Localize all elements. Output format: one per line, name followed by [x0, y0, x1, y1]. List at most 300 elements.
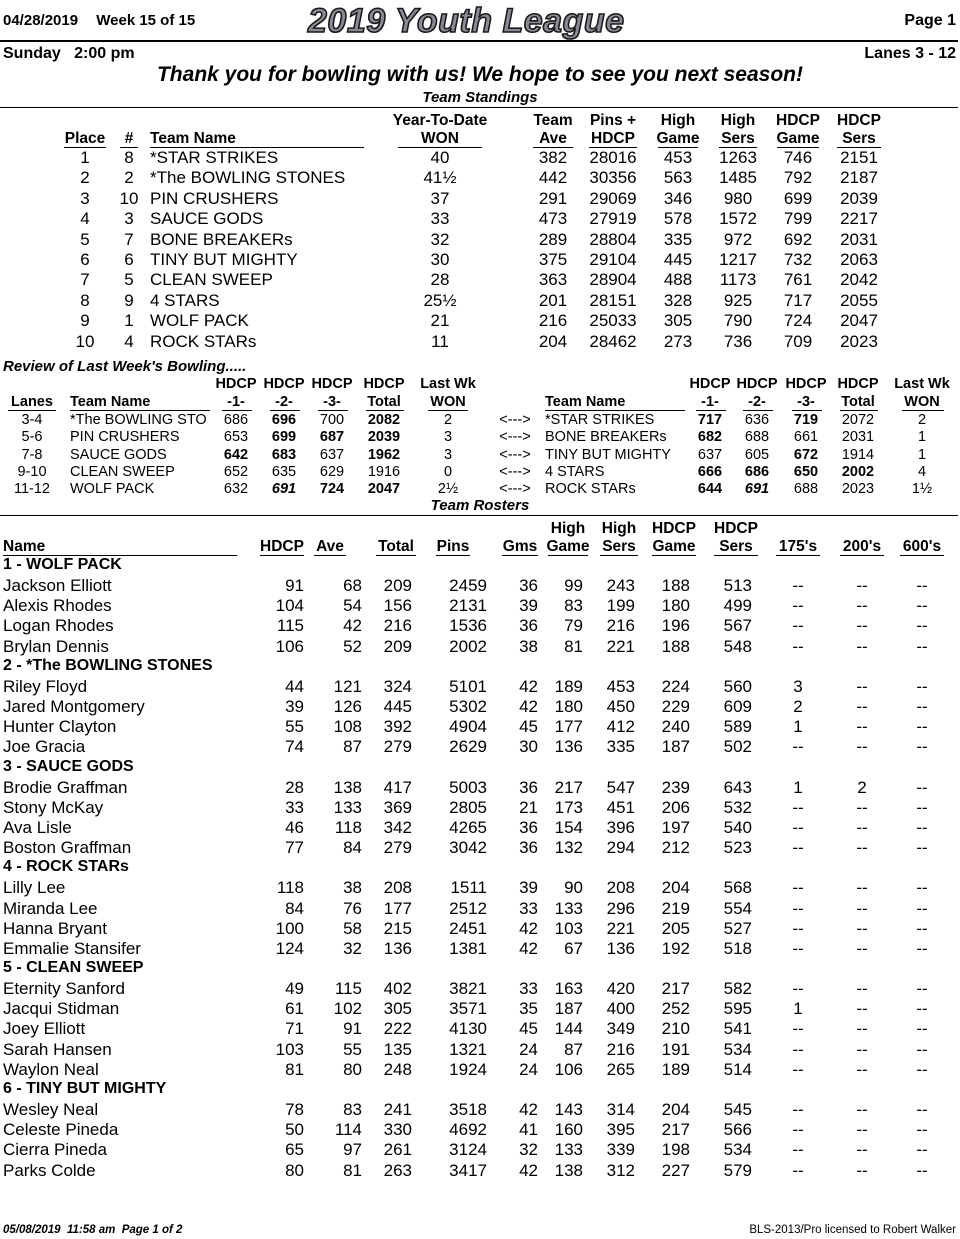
player-hdcp-game: 217 — [661, 979, 690, 999]
player-games: 33 — [519, 979, 538, 999]
standing-hdcp-sers: 2047 — [840, 311, 878, 331]
col-pins-top: Pins + — [589, 112, 637, 129]
standing-hdcp-game: 717 — [783, 290, 813, 310]
player-175s: -- — [792, 1160, 804, 1180]
standing-team-ave: 201 — [538, 290, 568, 310]
standing-hdcp-game: 792 — [783, 168, 813, 188]
standing-high-sers: 1217 — [719, 250, 757, 269]
player-200s: -- — [856, 1100, 868, 1120]
player-600s: -- — [916, 999, 928, 1019]
player-200s: -- — [856, 596, 868, 616]
player-175s: -- — [792, 979, 804, 999]
player-hdcp: 77 — [285, 838, 304, 858]
review-team-a-won: 2 — [443, 412, 453, 428]
col-number: # — [124, 130, 134, 147]
player-hdcp-game: 217 — [661, 1120, 690, 1140]
player-600s: -- — [916, 1120, 928, 1140]
player-hdcp-sers: 548 — [723, 636, 752, 656]
player-600s: -- — [916, 918, 928, 938]
roster-player-row — [0, 1040, 960, 1060]
player-total: 209 — [383, 636, 412, 656]
player-200s: -- — [856, 697, 868, 717]
standing-high-game: 346 — [663, 188, 693, 208]
player-games: 36 — [519, 817, 538, 837]
player-high-sers: 451 — [606, 797, 635, 817]
player-games: 36 — [519, 576, 538, 596]
player-ave: 58 — [343, 918, 362, 938]
player-pins: 1511 — [450, 878, 487, 898]
player-pins: 2459 — [449, 576, 487, 596]
player-hdcp-sers: 567 — [723, 616, 752, 636]
player-name: Joey Elliott — [3, 1019, 86, 1039]
review-team-a-game3: 700 — [319, 412, 345, 428]
review-team-a-game2: 635 — [271, 463, 297, 480]
col-ave-top: Team — [533, 112, 573, 129]
standing-hdcp-sers: 2055 — [840, 290, 878, 310]
player-total: 261 — [383, 1140, 412, 1160]
player-total: 177 — [383, 898, 412, 918]
col-hdcp-sers-top: HDCP — [837, 112, 881, 129]
review-team-a-game1: 686 — [223, 412, 249, 428]
roster-player-row — [0, 778, 960, 798]
player-hdcp-sers: 523 — [723, 838, 752, 858]
review-table: HDCP HDCP HDCP HDCP Last Wk HDCP HDCP HDCP HDCP Last Wk Lanes Team Name -1- -2- -3- Total WON Team Name -1- -2- -3- Total WON 3-4 *The BOWLING STO 686 696 700 2082 2 <---> *STAR STRIKES 717 636 719 2072 2 5-6 PIN CRUSHERS 653 699 687 2039 3 <---> BONE BREAKERs 682 688 661 2031 1 7-8 SAUCE GODS 642 683 637 1962 3 <---> TINY BUT MIGHTY 637 605 672 1914 1 9-10 CLEAN SWEEP 652 635 629 1916 0 <---> 4 STARS 666 686 650 2002 4 11-12 WOLF PACK 632 691 724 2047 2½ <---> ROCK STARs 644 691 688 2023 1½ — [0, 376, 960, 496]
player-name: Ava Lisle — [3, 817, 72, 837]
player-total: 216 — [383, 616, 412, 636]
thank-you-message: Thank you for bowling with us! We hope to see you next season! — [156, 63, 803, 86]
roster-team-heading: 5 - CLEAN SWEEP — [3, 959, 144, 976]
player-high-sers: 216 — [606, 616, 635, 636]
review-team-a-game3: 724 — [319, 481, 345, 498]
review-team-b-won: 1 — [917, 446, 927, 463]
player-175s: -- — [792, 938, 804, 958]
player-pins: 4130 — [449, 1019, 487, 1039]
review-team-b-game1: 637 — [697, 446, 723, 463]
roster-player-row — [0, 717, 960, 737]
player-games: 36 — [519, 777, 538, 797]
review-team-b-game2: 688 — [744, 429, 770, 446]
player-200s: -- — [856, 1160, 868, 1180]
player-high-game: 187 — [554, 999, 583, 1019]
player-175s: -- — [792, 1039, 804, 1059]
player-hdcp: 124 — [275, 938, 304, 958]
standing-team-number: 9 — [124, 290, 134, 310]
player-hdcp-sers: 534 — [723, 1140, 752, 1160]
standing-team-name: WOLF PACK — [150, 311, 249, 331]
standing-team-ave: 442 — [538, 168, 568, 188]
standings-row — [0, 148, 960, 168]
standing-team-name: TINY BUT MIGHTY — [150, 250, 298, 269]
standing-team-ave: 289 — [538, 229, 568, 249]
player-high-sers: 314 — [606, 1100, 635, 1120]
player-hdcp: 44 — [285, 676, 304, 696]
player-hdcp-game: 239 — [661, 777, 690, 797]
player-hdcp-sers: 540 — [723, 817, 752, 837]
standing-team-number: 1 — [124, 311, 134, 331]
player-high-sers: 400 — [606, 999, 635, 1019]
review-team-b-game1: 644 — [697, 481, 723, 498]
review-team-b-game2: 636 — [744, 412, 770, 428]
player-ave: 114 — [334, 1120, 362, 1140]
versus-arrow: <---> — [499, 446, 531, 463]
standing-hdcp-game: 699 — [783, 188, 813, 208]
player-hdcp-game: 219 — [661, 898, 690, 918]
player-hdcp: 50 — [285, 1120, 304, 1140]
roster-player-row — [0, 596, 960, 616]
player-600s: -- — [916, 979, 928, 999]
standing-high-game: 328 — [663, 290, 693, 310]
player-total: 445 — [383, 697, 412, 717]
standing-high-game: 578 — [663, 209, 693, 229]
player-name: Celeste Pineda — [3, 1120, 119, 1140]
col-hdcp-game-top: HDCP — [776, 112, 820, 129]
player-name: Wesley Neal — [3, 1100, 99, 1120]
standing-high-sers: 1485 — [719, 168, 757, 188]
player-600s: -- — [916, 616, 928, 636]
review-team-b-total: 2031 — [841, 429, 875, 446]
player-600s: -- — [916, 676, 928, 696]
standing-place: 5 — [80, 229, 90, 249]
review-row — [0, 429, 960, 446]
player-hdcp-sers: 568 — [723, 878, 752, 898]
versus-arrow: <---> — [499, 463, 531, 480]
player-high-sers: 420 — [606, 979, 635, 999]
player-high-game: 90 — [564, 878, 583, 898]
player-pins: 5302 — [449, 697, 487, 717]
standing-place: 6 — [80, 250, 90, 269]
player-175s: -- — [792, 918, 804, 938]
player-175s: -- — [792, 797, 804, 817]
player-games: 42 — [519, 1160, 538, 1180]
review-team-a-won: 0 — [443, 463, 453, 480]
player-hdcp-sers: 513 — [723, 576, 752, 596]
standing-hdcp-sers: 2031 — [840, 229, 878, 249]
roster-player-row — [0, 1100, 960, 1120]
player-name: Waylon Neal — [3, 1059, 99, 1079]
player-hdcp-game: 229 — [661, 697, 690, 717]
player-600s: -- — [916, 1039, 928, 1059]
review-team-a-game3: 637 — [319, 446, 345, 463]
team-rosters-table: Name HDCP Ave Total Pins Gms High Game High Sers HDCP Game HDCP Sers 175's 200's 600's 1 - WOLF PACK Jackson Elliott 91 68 209 2459 36 99 243 188 513 -- -- -- Alexis Rhodes 104 54 156 2131 39 83 199 180 499 -- -- -- Logan Rhodes 115 42 216 1536 36 79 216 196 567 -- -- -- Brylan Dennis 106 52 209 2002 38 81 221 188 548 -- -- -- 2 - *The BOWLING STONES Riley Floyd 44 121 324 5101 42 189 453 224 560 3 -- -- Jared Montgomery 39 126 445 5302 42 180 450 229 609 2 -- -- Hunter Clayton 55 108 392 4904 45 177 412 240 589 1 -- -- Joe Gracia 74 87 279 2629 30 136 335 187 502 -- -- -- 3 - SAUCE GODS Brodie Graffman 28 138 417 5003 36 217 547 239 643 1 2 -- Stony McKay 33 133 369 2805 21 173 451 206 532 -- -- -- Ava Lisle 46 118 342 4265 36 154 396 197 540 -- -- -- Boston Graffman 77 84 279 3042 36 132 294 212 523 -- -- -- 4 - ROCK STARs Lilly Lee 118 38 208 1511 39 90 208 204 568 -- -- -- Miranda Lee 84 76 177 2512 33 133 296 219 554 -- -- -- Hanna Bryant 100 58 215 2451 42 103 221 205 527 -- -- -- Emmalie Stansifer 124 32 136 1381 42 67 136 192 518 -- -- -- 5 - CLEAN SWEEP Eternity Sanford 49 115 402 3821 33 163 420 217 582 -- -- -- Jacqui Stidman 61 102 305 3571 35 187 400 252 595 1 -- -- Joey Elliott 71 91 222 4130 45 144 349 210 541 -- -- -- Sarah Hansen 103 55 135 1321 24 87 216 191 534 -- -- -- Waylon Neal 81 80 248 1924 24 106 265 189 514 -- -- -- 6 - TINY BUT MIGHTY Wesley Neal 78 83 241 3518 42 143 314 204 545 -- -- -- Celeste Pineda 50 114 330 4692 41 160 395 217 566 -- -- -- Cierra Pineda 65 97 261 3124 32 133 339 198 534 -- -- -- Parks Colde 80 81 263 3417 42 138 312 227 579 -- -- -- — [0, 520, 960, 1200]
player-high-sers: 136 — [606, 938, 635, 958]
player-200s: -- — [856, 1059, 868, 1079]
player-games: 42 — [519, 697, 538, 717]
player-pins: 3417 — [449, 1160, 487, 1180]
review-team-a-game1: 642 — [223, 446, 249, 463]
player-200s: -- — [856, 918, 868, 938]
review-team-a: PIN CRUSHERS — [70, 429, 180, 446]
roster-player-row — [0, 999, 960, 1019]
player-games: 45 — [519, 717, 538, 737]
col-ave-bottom: Ave — [539, 130, 567, 147]
standing-hdcp-sers: 2151 — [840, 148, 878, 167]
session-time: Sunday 2:00 pm — [3, 45, 135, 62]
player-175s: 2 — [793, 697, 803, 717]
player-hdcp-game: 188 — [661, 576, 690, 596]
player-200s: -- — [856, 676, 868, 696]
standing-hdcp-sers: 2217 — [840, 209, 878, 229]
player-175s: -- — [792, 817, 804, 837]
player-hdcp-sers: 532 — [723, 797, 752, 817]
player-total: 279 — [383, 737, 412, 757]
col-name: Name — [3, 538, 46, 555]
review-lanes: 5-6 — [21, 429, 43, 446]
standing-team-name: CLEAN SWEEP — [150, 270, 273, 290]
player-hdcp-game: 189 — [661, 1059, 690, 1079]
review-team-b-game3: 661 — [793, 429, 819, 446]
player-total: 208 — [383, 878, 412, 898]
player-175s: 1 — [793, 999, 803, 1019]
standing-pins-hdcp: 27919 — [589, 209, 637, 229]
player-games: 24 — [519, 1059, 538, 1079]
player-high-sers: 412 — [606, 717, 635, 737]
player-600s: -- — [916, 636, 928, 656]
standing-team-name: SAUCE GODS — [150, 209, 264, 229]
standing-high-game: 445 — [663, 250, 693, 269]
player-high-game: 136 — [554, 737, 583, 757]
standing-won: 28 — [430, 270, 450, 290]
roster-player-row — [0, 899, 960, 919]
player-600s: -- — [916, 898, 928, 918]
review-team-a-game2: 699 — [271, 429, 297, 446]
player-hdcp-game: 197 — [661, 817, 690, 837]
review-team-b-game2: 691 — [744, 481, 770, 498]
player-high-sers: 296 — [606, 898, 635, 918]
player-high-sers: 265 — [606, 1059, 635, 1079]
standing-hdcp-game: 761 — [783, 270, 813, 290]
player-200s: -- — [856, 576, 868, 596]
roster-team-heading: 6 - TINY BUT MIGHTY — [3, 1079, 167, 1097]
standing-place: 2 — [80, 168, 90, 188]
roster-team-heading: 3 - SAUCE GODS — [3, 757, 134, 775]
standing-high-sers: 980 — [723, 188, 753, 208]
player-175s: -- — [792, 838, 804, 858]
col-pins-bottom: HDCP — [591, 130, 635, 147]
review-lanes: 7-8 — [21, 446, 43, 463]
player-200s: -- — [856, 616, 868, 636]
standing-hdcp-game: 709 — [783, 331, 813, 351]
review-title: Review of Last Week's Bowling..... — [3, 358, 247, 375]
player-600s: -- — [916, 838, 928, 858]
review-team-a-game3: 687 — [319, 429, 345, 446]
player-high-game: 217 — [554, 777, 583, 797]
player-pins: 1381 — [449, 938, 487, 958]
standings-row — [0, 230, 960, 250]
player-175s: -- — [792, 898, 804, 918]
roster-player-row — [0, 616, 960, 636]
col-ytd-top: Year-To-Date — [392, 112, 488, 129]
player-ave: 54 — [343, 596, 362, 616]
review-lanes: 3-4 — [21, 412, 43, 428]
player-pins: 1321 — [449, 1039, 487, 1059]
player-hdcp-game: 187 — [661, 737, 690, 757]
standing-team-name: *The BOWLING STONES — [150, 168, 346, 188]
roster-player-row — [0, 1019, 960, 1039]
review-row — [0, 412, 960, 429]
player-200s: -- — [856, 1140, 868, 1160]
player-high-game: 160 — [554, 1120, 583, 1140]
standing-team-name: *STAR STRIKES — [150, 148, 279, 167]
standing-team-name: PIN CRUSHERS — [150, 188, 279, 208]
player-name: Joe Gracia — [3, 737, 86, 757]
standing-hdcp-sers: 2023 — [840, 331, 878, 351]
player-name: Sarah Hansen — [3, 1039, 112, 1059]
player-hdcp-sers: 560 — [723, 676, 752, 696]
player-hdcp-game: 188 — [661, 636, 690, 656]
page-number: Page 1 — [904, 12, 956, 29]
player-hdcp-game: 204 — [661, 878, 690, 898]
player-hdcp-sers: 554 — [723, 898, 752, 918]
player-games: 42 — [519, 676, 538, 696]
standings-row — [0, 332, 960, 352]
col-place: Place — [64, 130, 106, 147]
roster-player-row — [0, 838, 960, 858]
player-name: Eternity Sanford — [3, 979, 125, 999]
player-600s: -- — [916, 717, 928, 737]
review-team-a: SAUCE GODS — [70, 446, 167, 463]
player-600s: -- — [916, 1100, 928, 1120]
player-175s: -- — [792, 616, 804, 636]
player-ave: 118 — [334, 817, 362, 837]
player-hdcp: 91 — [285, 576, 304, 596]
player-name: Brylan Dennis — [3, 636, 109, 656]
player-games: 21 — [519, 797, 538, 817]
review-lanes: 11-12 — [13, 481, 50, 498]
player-hdcp: 49 — [285, 979, 304, 999]
player-pins: 2451 — [449, 918, 487, 938]
player-games: 41 — [519, 1120, 538, 1140]
standings-row — [0, 168, 960, 188]
standing-place: 4 — [80, 209, 90, 229]
player-total: 279 — [383, 838, 412, 858]
player-high-game: 143 — [554, 1100, 583, 1120]
player-ave: 97 — [343, 1140, 362, 1160]
player-ave: 102 — [333, 999, 362, 1019]
review-team-b-total: 2072 — [841, 412, 875, 428]
player-hdcp-game: 210 — [661, 1019, 690, 1039]
col-high-game-top: High — [660, 112, 696, 129]
roster-player-row — [0, 697, 960, 717]
standing-high-game: 563 — [663, 168, 693, 188]
player-pins: 1536 — [449, 616, 487, 636]
player-name: Jacqui Stidman — [3, 999, 120, 1019]
player-hdcp-game: 180 — [661, 596, 690, 616]
player-pins: 4692 — [449, 1120, 487, 1140]
review-team-a-game1: 653 — [223, 429, 249, 446]
roster-player-row — [0, 677, 960, 697]
player-high-sers: 396 — [606, 817, 635, 837]
review-team-b-game1: 666 — [697, 463, 723, 480]
player-high-game: 154 — [554, 817, 583, 837]
review-team-b-game3: 719 — [793, 412, 819, 428]
standing-team-ave: 473 — [538, 209, 568, 229]
player-600s: -- — [916, 1019, 928, 1039]
player-name: Lilly Lee — [3, 878, 66, 898]
standing-high-game: 335 — [663, 229, 693, 249]
standing-team-number: 4 — [124, 331, 134, 351]
player-175s: -- — [792, 1140, 804, 1160]
review-row — [0, 464, 960, 481]
player-ave: 108 — [333, 717, 362, 737]
player-games: 42 — [519, 918, 538, 938]
roster-player-row — [0, 919, 960, 939]
player-pins: 2805 — [449, 797, 487, 817]
standing-team-number: 10 — [119, 188, 139, 208]
player-200s: -- — [856, 717, 868, 737]
player-hdcp: 65 — [285, 1140, 304, 1160]
review-team-b-game2: 686 — [744, 463, 770, 480]
player-games: 39 — [519, 878, 538, 898]
player-high-sers: 243 — [606, 576, 635, 596]
review-team-a-total: 1916 — [367, 463, 401, 480]
standing-team-number: 3 — [124, 209, 134, 229]
player-pins: 4265 — [449, 817, 487, 837]
player-hdcp: 84 — [285, 898, 304, 918]
review-team-a-won: 2½ — [437, 481, 459, 498]
player-hdcp-sers: 545 — [723, 1100, 752, 1120]
standing-pins-hdcp: 25033 — [589, 311, 637, 331]
review-team-b-total: 2002 — [841, 463, 875, 480]
review-team-a-won: 3 — [443, 446, 453, 463]
player-ave: 32 — [343, 938, 362, 958]
player-total: 209 — [383, 576, 412, 596]
standing-hdcp-game: 799 — [783, 209, 813, 229]
player-175s: 3 — [793, 676, 803, 696]
rosters-title: Team Rosters — [430, 497, 530, 514]
standing-team-number: 7 — [124, 229, 134, 249]
player-name: Alexis Rhodes — [3, 596, 112, 616]
roster-player-row — [0, 637, 960, 657]
player-hdcp-game: 212 — [661, 838, 690, 858]
standing-hdcp-sers: 2039 — [840, 188, 878, 208]
player-200s: -- — [856, 1120, 868, 1140]
league-title: 2019 Youth League — [308, 2, 625, 40]
player-200s: -- — [856, 1039, 868, 1059]
player-name: Brodie Graffman — [3, 777, 128, 797]
standing-hdcp-sers: 2042 — [840, 270, 878, 290]
player-600s: -- — [916, 697, 928, 717]
standing-team-number: 6 — [124, 250, 134, 269]
review-team-b-won: 2 — [917, 412, 927, 428]
player-ave: 52 — [343, 636, 362, 656]
week-label: Week 15 of 15 — [96, 12, 196, 29]
player-600s: -- — [916, 817, 928, 837]
review-row — [0, 481, 960, 498]
player-hdcp-game: 196 — [661, 616, 690, 636]
player-games: 38 — [519, 636, 538, 656]
player-200s: -- — [856, 797, 868, 817]
report-date: 04/28/2019 — [3, 12, 79, 29]
player-total: 136 — [383, 938, 412, 958]
player-games: 36 — [519, 838, 538, 858]
player-hdcp: 100 — [275, 918, 304, 938]
roster-player-row — [0, 1161, 960, 1181]
standing-hdcp-game: 746 — [783, 148, 813, 167]
standing-hdcp-sers: 2063 — [840, 250, 878, 269]
standing-won: 30 — [430, 250, 450, 269]
player-hdcp: 103 — [275, 1039, 304, 1059]
review-team-b: 4 STARS — [545, 463, 605, 480]
player-pins: 3821 — [449, 979, 487, 999]
player-ave: 133 — [333, 797, 362, 817]
standing-team-ave: 291 — [538, 188, 568, 208]
player-pins: 3124 — [449, 1140, 487, 1160]
player-hdcp-sers: 643 — [723, 777, 752, 797]
roster-player-row — [0, 939, 960, 959]
standing-pins-hdcp: 29104 — [589, 250, 637, 269]
player-name: Jared Montgomery — [3, 697, 145, 717]
player-total: 324 — [383, 676, 412, 696]
